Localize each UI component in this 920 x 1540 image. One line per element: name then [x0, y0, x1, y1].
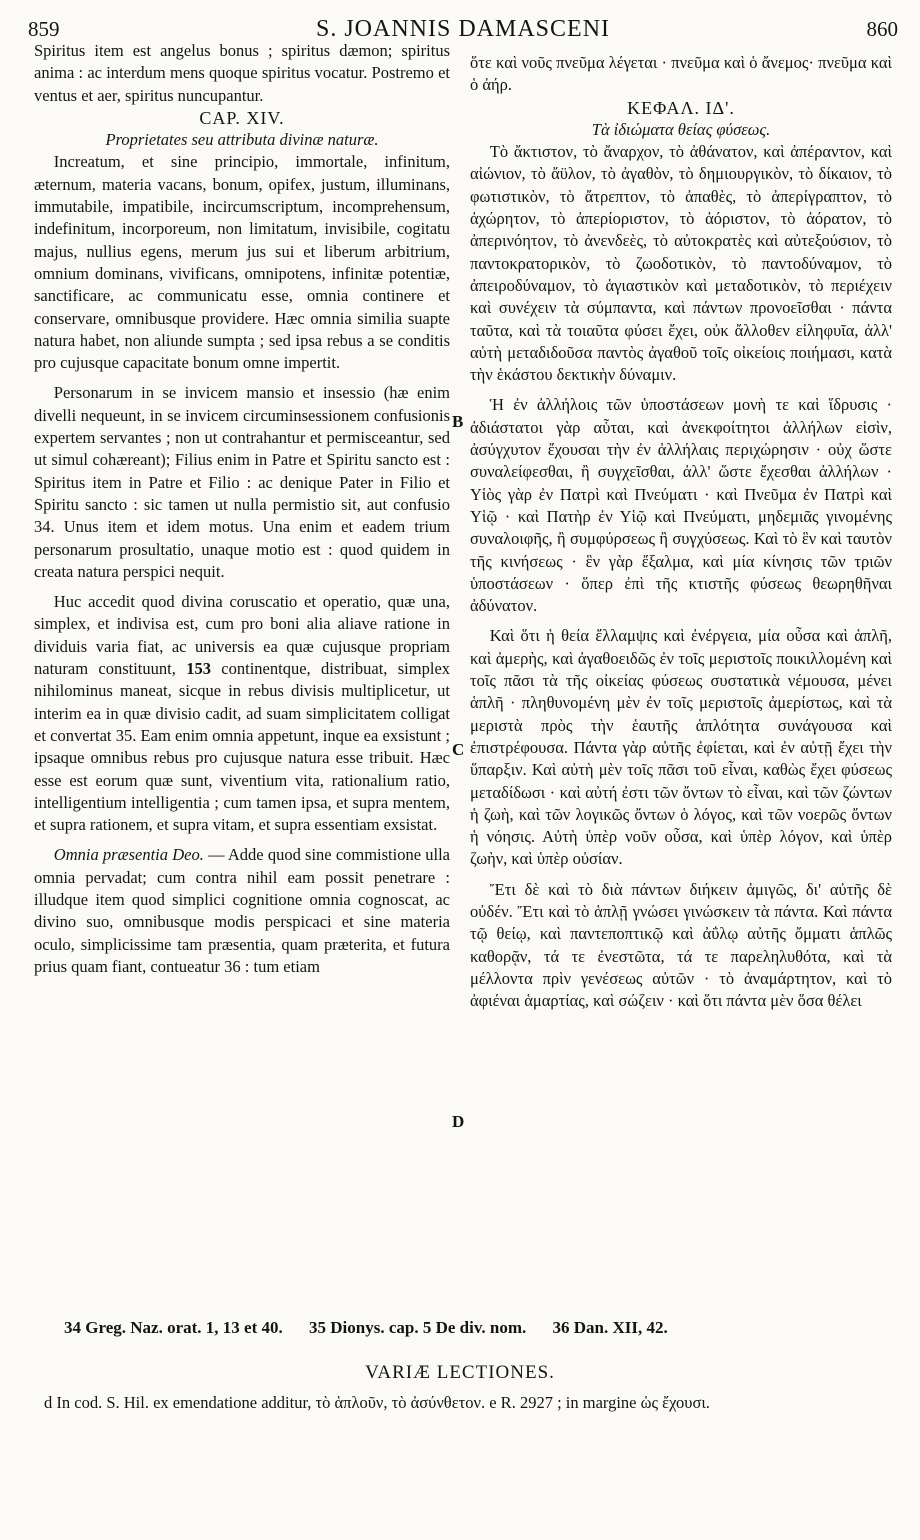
latin-paragraph-4 — [34, 844, 450, 978]
greek-chapter-heading: ΚΕΦΑΛ. ΙΔ'. — [627, 97, 735, 118]
latin-column — [34, 40, 450, 978]
greek-paragraph-2: Ἡ ἐν ἀλλήλοις τῶν ὑποστάσεων μονὴ τε καὶ ἵδρυσις · ἀδιάστατοι γὰρ αὗται, καὶ ἀνεκφοίτητοι ἀλλήλων εἰσὶν, ἀσύγχυτον ἔχουσαι τὴν ἐν ἀλλήλαις περιχώρησιν · οὐχ ὥστε συναλείφεσθαι, ἢ συγχεῖσθαι, ἀλλ' ὥστε ἔχεσθαι ἀλλήλων · Υἱὸς γὰρ ἐν Πατρὶ καὶ Πνεύματι · καὶ Πνεῦμα ἐν Πατρὶ καὶ Υἱῷ · καὶ Πατὴρ ἐν Υἱῷ καὶ Πνεύματι, μηδεμιᾶς γινομένης συναλοιφῆς, ἢ συμφύρσεως ἢ συγχύσεως. Καὶ τὸ ἓν καὶ ταυτὸν τῆς κινήσεως · ἓν γὰρ ἔξαλμα, καὶ μία κίνησις τῶν τριῶν ὑποστάσεων · ὅπερ ἐπὶ τῆς κτιστῆς φύσεως θεωρηθῆναι ἀδύνατον. — [470, 395, 892, 616]
greek-paragraph-3: Καὶ ὅτι ἡ θεία ἔλλαμψις καὶ ἐνέργεια, μία οὖσα καὶ ἁπλῆ, καὶ ἀμερὴς, καὶ ἀγαθοειδῶς ἐν τοῖς μεριστοῖς ποικιλλομένη καὶ τοῖς πᾶσι τὰ τῆς οἰκείας φύσεως συστατικὰ νέμουσα, μένει ἁπλῆ · πληθυνομένη μὲν ἐν τοῖς μεριστοῖς ἀμερίστως, καὶ τὰ μεριστὰ πρὸς τὴν ἑαυτῆς ἁπλότητα συνάγουσα καὶ ἐπιστρέφουσα. Πάντα γὰρ αὐτῆς ἐφίεται, καὶ ἐν αὐτῇ ἔχει τὴν ὕπαρξιν. Καὶ αὐτὴ μὲν τοῖς πᾶσι τοῦ εἶναι, καθὼς ἔχει φύσεως μεταδίδωσι · καὶ αὐτή ἐστι τῶν ὄντων τὸ εἶναι, καὶ τῶν ζώντων ἡ ζωὴ, καὶ τῶν λογικῶς ὄντων ὁ λόγος, καὶ τῶν νοερῶς ὄντων ἡ νόησις. Αὐτὴ ὑπὲρ νοῦν οὖσα, καὶ ὑπὲρ λόγον, καὶ ὑπὲρ ζωὴν, καὶ ὑπὲρ οὐσίαν. — [470, 626, 892, 869]
page-number-left: 859 — [28, 16, 60, 41]
latin-paragraph-3a: Huc accedit quod divina coruscatio et operatio, quæ una, simplex, et indivisa est, cum pro boni alia aliave ratione in dividuis varia fiat, ac universis ea quæ cujusque propriam naturam constituunt, — [34, 592, 450, 679]
variae-lectiones-text: d In cod. S. Hil. ex emendatione additur, τὸ ἁπλοῦν, τὸ ἀσύνθετον. e R. 2927 ; in margine ὡς ἔχουσι. — [44, 1393, 710, 1412]
column-marker-d: D — [452, 1112, 465, 1131]
page-marker-153: 153 — [186, 659, 211, 679]
page-title: S. JOANNIS DAMASCENI — [315, 15, 611, 42]
variae-lectiones-heading: VARIÆ LECTIONES. — [365, 1362, 555, 1383]
latin-paragraph-2: Personarum in se invicem mansio et insessio (hæ enim divelli nequeunt, in se invicem circuminsessionem confusionis expertem servantes ; non ut contrahantur et permisceantur, sed ut simul cohæreant); Filius enim in Patre et Spiritu sancto est : Spiritus item in Patre et Filio : ac denique Pater in Filio et Spiritu sancto : sic tamen ut nulla permistio sit, aut confusio 34. Unus item et idem motus. Una enim et eadem trium personarum prosultatio, unaque motio est : quod quidem in creata natura perspici nequit. — [34, 383, 450, 581]
latin-paragraph-3b: continentque, distribuat, simplex nihilominus maneat, sicque in rebus divisis multiplicetur, ut interim ea in quæ divisio cadit, ad suam simplicitatem colligat et convertat 35. Eam enim omnia appetunt, inque ea exsistunt ; ipsaque omnibus rebus pro cujusque natura esse tribuit. Hæc esse est eorum quæ sunt, viventium vita, rationalium ratio, intelligentium intelligentia ; cum tamen ipsa, et supra mentem, et supra rationem, et supra vitam, et supra essentiam exsistat. — [34, 659, 451, 835]
greek-chapter-subtitle: Τὰ ἰδιώματα θείας φύσεως. — [591, 119, 771, 139]
latin-paragraph-3 — [34, 591, 450, 836]
greek-paragraph-1: Τὸ ἄκτιστον, τὸ ἄναρχον, τὸ ἀθάνατον, καὶ ἀπέραντον, καὶ αἰώνιον, τὸ ἄϋλον, τὸ ἀγαθὸν, τὸ δημιουργικὸν, τὸ δίκαιον, τὸ φωτιστικὸν, τὸ ἄτρεπτον, τὸ ἀπαθὲς, τὸ ἀπερίγραπτον, τὸ ἀχώρητον, τὸ ἀπερίοριστον, τὸ ἀόριστον, τὸ ἀόρατον, τὸ ἀπερινόητον, τὸ ἀνενδεὲς, τὸ αὐτοκρατὲς καὶ αὐτεξούσιον, τὸ παντοκρατορικὸν, τὸ ζωοδοτικὸν, τὸ παντοδύναμον, τὸ ἀπειροδύναμον, τὸ ἁγιαστικὸν καὶ μεταδοτικὸν, τὸ περιέχειν καὶ συνέχειν τὰ σύμπαντα, καὶ πάντων προνοεῖσθαι · πάντα ταῦτα, καὶ τὰ τοιαῦτα φύσει ἔχει, οὐκ ἄλλοθεν εἰληφυῖα, ἀλλ' αὐτὴ μεταδιδοῦσα παντὸς ἀγαθοῦ τοῖς οἰκείοις ποιήμασι, κατὰ τὴν ἑκάστου δεκτικὴν δύναμιν. — [470, 142, 892, 385]
footnote-36: 36 Dan. XII, 42. — [552, 1318, 668, 1337]
footnote-35: 35 Dionys. cap. 5 De div. nom. — [309, 1318, 527, 1337]
latin-intro: Spiritus item est angelus bonus ; spiritus dæmon; spiritus anima : ac interdum mens quoque spiritus vocatur. Postremo et ventus et aer, spiritus nuncupantur. — [34, 41, 450, 105]
latin-paragraph-1: Increatum, et sine principio, immortale, infinitum, æternum, materia vacans, bonum, opifex, justum, illuminans, immutabile, impatibile, incircumscriptum, incomprehensum, indefinitum, incorporeum, non limitatum, invisibile, cogitatu majus, nullius egens, merum jus sui et liberum arbitrium, omnium dominans, vivificans, omnipotens, infinitæ potentiæ, sanctificare, ac communicatu esse, omnia continere et conservare, omnibusque providere. Hæc omnia similia suapte natura habet, non aliunde sumpta ; sed ipsa rebus a se conditis pro cujusque capacitate bonum omne impertit. — [34, 152, 450, 373]
footnote-34: 34 Greg. Naz. orat. 1, 13 et 40. — [64, 1318, 283, 1337]
greek-column — [470, 52, 892, 1012]
column-marker-b: B — [452, 412, 464, 431]
footnotes — [64, 1318, 884, 1338]
latin-paragraph-4-text: — Adde quod sine commistione ulla omnia pervadat; cum contra nihil eam possit penetrare : illudque item quod simplici cognitione omnia cognoscat, ac divino suo, omnibusque modis perspicaci et sine materia oculo, simplicissime tam præsentia, quam præterita, et futura prius quam fiant, contueatur 36 : tum etiam — [34, 845, 451, 976]
latin-paragraph-4-title: Omnia præsentia Deo. — [53, 845, 204, 865]
latin-chapter-subtitle: Proprietates seu attributa divinæ naturæ. — [105, 130, 379, 150]
latin-chapter-heading: CAP. XIV. — [199, 107, 285, 128]
greek-intro: ὅτε καὶ νοῦς πνεῦμα λέγεται · πνεῦμα καὶ ὁ ἄνεμος· πνεῦμα καὶ ὁ ἀήρ. — [470, 53, 892, 95]
page-number-right: 860 — [866, 16, 898, 41]
column-marker-c: C — [452, 740, 465, 759]
greek-paragraph-4: Ἔτι δὲ καὶ τὸ διὰ πάντων διήκειν ἀμιγῶς, δι' αὐτῆς δὲ οὐδέν. Ἔτι καὶ τὸ ἁπλῇ γνώσει γινώσκειν τὰ πάντα. Καὶ πάντα τῷ θείῳ, καὶ παντεποπτικῷ καὶ ἀΰλῳ αὐτῆς ὄμματι ἁπλῶς καθορᾷν, τά τε ἐνεστῶτα, τά τε παρεληλυθότα, καὶ τὰ μέλλοντα πρὶν γενέσεως αὐτῶν · τὸ ἀναμάρτητον, καὶ τὸ ἀφιέναι ἁμαρτίας, καὶ σώζειν · καὶ ὅτι πάντα μὲν ὅσα θέλει — [470, 879, 892, 1011]
